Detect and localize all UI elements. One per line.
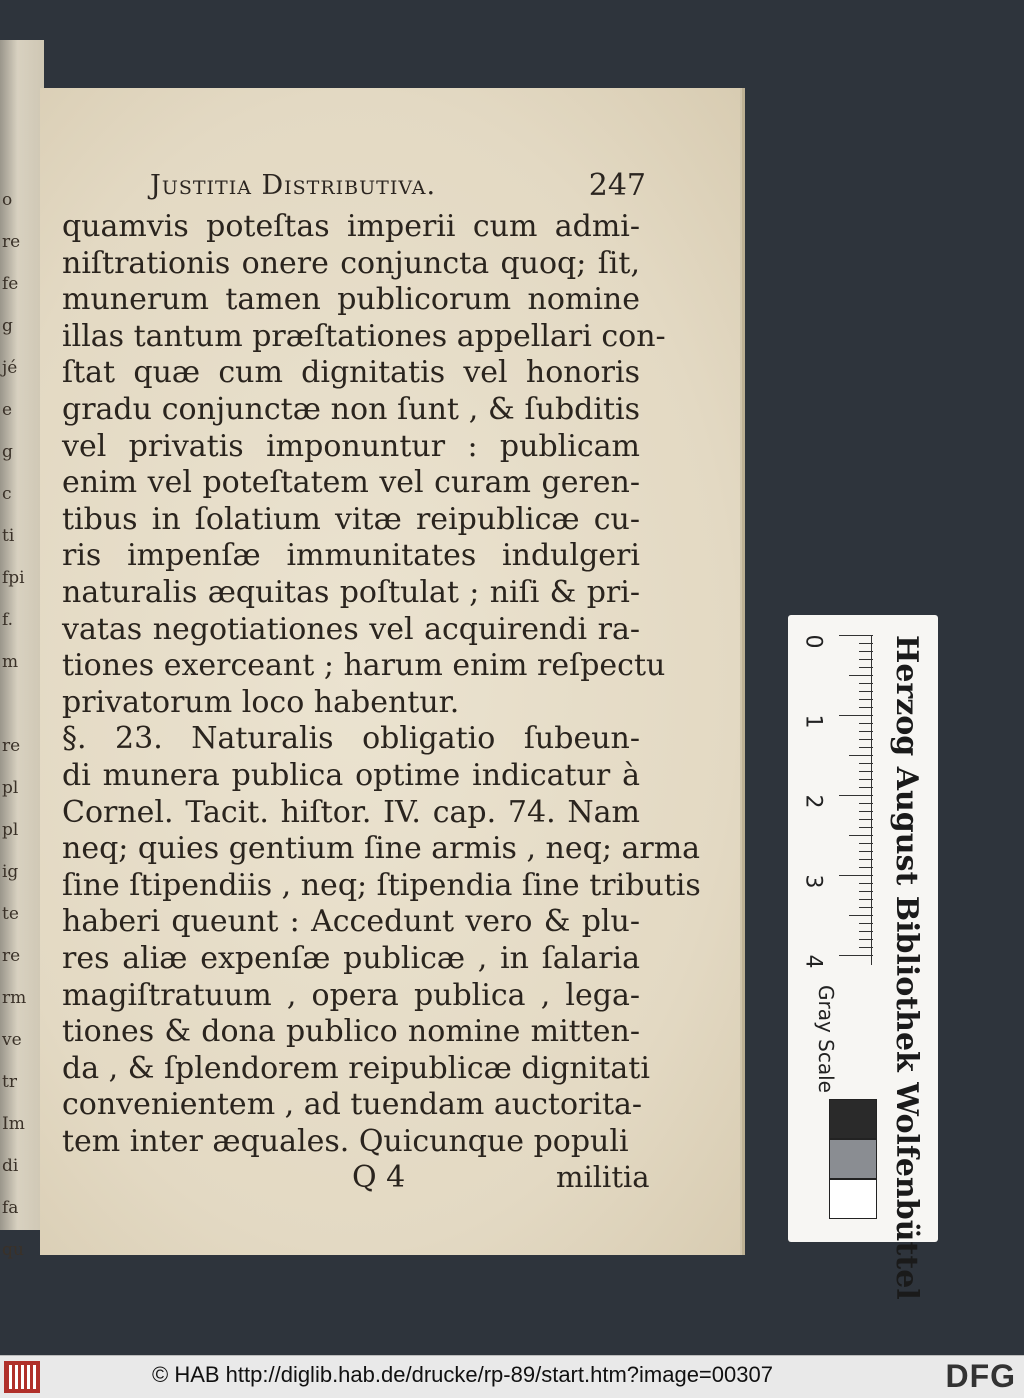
text-line: vatas negotiationes vel acquirendi ra- — [62, 611, 640, 647]
text-line: tibus in ſolatium vitæ reipublicæ cu- — [62, 501, 640, 537]
ruler-tick — [859, 939, 873, 940]
ruler-tick — [839, 635, 873, 636]
ruler-tick — [859, 747, 873, 748]
ruler-tick — [859, 651, 873, 652]
ruler-tick — [859, 859, 873, 860]
text-line: magiſtratuum , opera publica , lega- — [62, 977, 640, 1013]
ruler-tick — [859, 931, 873, 932]
facing-page-fragment: o — [2, 190, 13, 210]
ruler-tick — [859, 739, 873, 740]
ruler-tick — [849, 755, 873, 756]
ruler-tick — [859, 667, 873, 668]
text-line: quamvis poteſtas imperii cum admi- — [62, 209, 640, 244]
text-line: illas tantum præſtationes appellari con- — [62, 318, 666, 354]
text-line: convenientem , ad tuendam auctorita- — [62, 1087, 643, 1123]
text-line: haberi queunt : Accedunt vero & plu- — [62, 904, 640, 940]
ruler-tick — [859, 771, 873, 772]
facing-page-fragment: fa — [2, 1198, 19, 1218]
ruler-number: 3 — [800, 874, 826, 889]
facing-page-fragment: jé — [2, 358, 18, 378]
ruler-tick — [839, 955, 873, 956]
facing-page-fragment: c — [2, 484, 12, 504]
facing-page-edge — [0, 40, 44, 1260]
facing-page-fragment: tr — [2, 1072, 17, 1092]
ruler-tick — [859, 763, 873, 764]
page-number: 247 — [588, 168, 646, 203]
ruler-tick — [859, 907, 873, 908]
ruler-tick — [859, 851, 873, 852]
facing-page-fragment: g — [2, 316, 13, 336]
facing-page-fragment: f. — [2, 610, 14, 630]
institution-name: Herzog August Bibliothek Wolfenbüttel — [889, 635, 924, 1300]
facing-page-fragment: re — [2, 736, 21, 756]
ruler-tick — [859, 947, 873, 948]
ruler-tick — [859, 731, 873, 732]
text-line: niſtrationis onere conjuncta quoq; ſit, — [62, 245, 640, 281]
swatch-black — [829, 1099, 877, 1139]
text-line: ris impenſæ immunitates indulgeri — [62, 538, 640, 574]
text-line: tiones & dona publico nomine mitten- — [62, 1014, 640, 1050]
text-line: vel privatis imponuntur : publicam — [62, 428, 640, 464]
facing-page-fragment: e — [2, 400, 13, 420]
catchword: militia — [556, 1160, 650, 1194]
facing-page-fragment: te — [2, 904, 19, 924]
ruler-tick — [859, 691, 873, 692]
ruler-tick — [839, 875, 873, 876]
text-line: §. 23. Naturalis obligatio ſubeun- — [62, 721, 640, 757]
text-line: tem inter æquales. Quicunque populi — [62, 1124, 629, 1159]
facing-page-fragment: rm — [2, 988, 27, 1008]
facing-page-fragment: ti — [2, 526, 15, 546]
gray-scale-label: Gray Scale — [814, 985, 838, 1093]
ruler-tick — [839, 715, 873, 716]
ruler-tick — [859, 899, 873, 900]
ruler-number: 0 — [800, 634, 826, 649]
ruler-tick — [859, 643, 873, 644]
facing-page-fragment: g — [2, 442, 13, 462]
text-line: munerum tamen publicorum nomine — [62, 282, 640, 318]
ruler-number: 1 — [800, 714, 826, 729]
ruler-ticks — [833, 635, 873, 965]
ruler-tick — [859, 787, 873, 788]
text-line: privatorum loco habentur. — [62, 684, 460, 720]
signature-mark: Q 4 — [352, 1160, 406, 1195]
facing-page-fragment: fpi — [2, 568, 25, 588]
ruler-tick — [859, 819, 873, 820]
ruler-tick — [859, 707, 873, 708]
facing-page-fragment: pl — [2, 778, 19, 798]
facing-page-fragment: pl — [2, 820, 19, 840]
text-line: da , & ſplendorem reipublicæ dignitati — [62, 1050, 650, 1086]
facing-page-fragment: re — [2, 946, 21, 966]
text-line: di munera publica optime indicatur à — [62, 758, 640, 793]
facing-page-fragment: re — [2, 232, 21, 252]
running-title: Justitia Distributiva. — [150, 170, 437, 201]
facing-page-fragment: ig — [2, 862, 19, 882]
ruler-tick — [859, 923, 873, 924]
text-line: naturalis æquitas poſtulat ; niſi & pri- — [62, 575, 640, 610]
facing-page-fragment: Im — [2, 1114, 25, 1134]
ruler-tick — [859, 811, 873, 812]
ruler-number: 2 — [800, 794, 826, 809]
facing-page-fragment: ve — [2, 1030, 22, 1050]
swatch-gray — [829, 1139, 877, 1179]
text-line: res aliæ expenſæ publicæ , in ſalaria — [62, 941, 640, 976]
text-line: Cornel. Tacit. hiſtor. IV. cap. 74. Nam — [62, 794, 640, 830]
dfg-logo[interactable]: DFG — [945, 1358, 1016, 1394]
text-line: tiones exerceant ; harum enim reſpectu — [62, 648, 666, 684]
ruler-tick — [849, 675, 873, 676]
ruler-tick — [859, 723, 873, 724]
color-scale-card — [788, 615, 938, 1300]
facing-page-fragment: fe — [2, 274, 19, 294]
credit-bar — [0, 1355, 1024, 1398]
text-line: gradu conjunctæ non ſunt , & ſubditis — [62, 392, 640, 427]
credit-link[interactable]: © HAB http://diglib.hab.de/drucke/rp-89/start.htm?image=00307 — [152, 1362, 773, 1387]
facing-page-fragment: m — [2, 652, 19, 672]
text-line: ſtat quæ cum dignitatis vel honoris — [62, 355, 640, 391]
ruler-tick — [859, 843, 873, 844]
page-header — [150, 166, 650, 206]
ruler-tick — [859, 883, 873, 884]
facing-page-fragment: qu — [2, 1240, 24, 1260]
ruler-tick — [859, 803, 873, 804]
ruler-tick — [859, 867, 873, 868]
ruler-tick — [859, 659, 873, 660]
text-line: enim vel poteſtatem vel curam geren- — [62, 465, 640, 501]
swatch-white — [829, 1179, 877, 1219]
ruler-tick — [839, 795, 873, 796]
ruler-tick — [859, 683, 873, 684]
ruler-number: 4 — [800, 954, 826, 969]
text-line: ſine ſtipendiis , neq; ſtipendia ſine tributis — [62, 867, 701, 903]
ruler-tick — [859, 699, 873, 700]
facing-page-fragment: di — [2, 1156, 19, 1176]
ruler-tick — [859, 891, 873, 892]
ruler-tick — [849, 915, 873, 916]
ruler-tick — [859, 827, 873, 828]
barcode-icon[interactable] — [4, 1361, 40, 1393]
text-line: neq; quies gentium ſine armis , neq; arma — [62, 831, 701, 867]
ruler-tick — [849, 835, 873, 836]
ruler-tick — [859, 779, 873, 780]
